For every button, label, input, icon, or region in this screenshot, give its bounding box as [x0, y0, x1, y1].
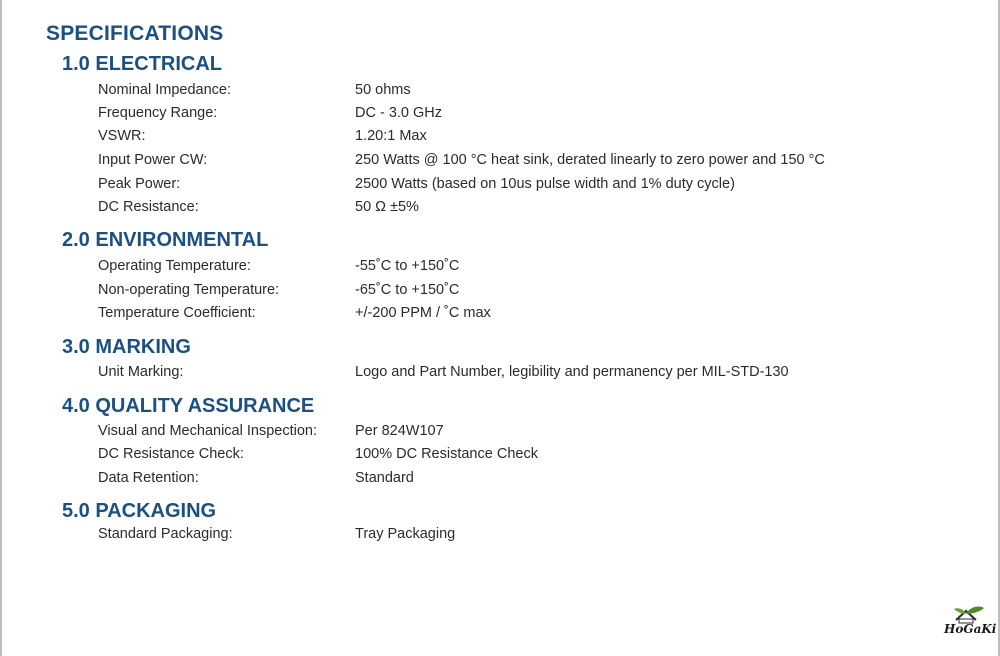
spec-row [2, 105, 1000, 125]
spec-row [2, 423, 1000, 443]
spec-value: Logo and Part Number, legibility and permanency per MIL-STD-130 [355, 364, 789, 380]
section-heading-marking: 3.0 MARKING [62, 336, 191, 358]
watermark-text: HoGaKi [944, 622, 997, 636]
spec-value: Per 824W107 [355, 423, 444, 439]
spec-row [2, 305, 1000, 325]
spec-label: Nominal Impedance: [98, 82, 231, 98]
spec-value: 250 Watts @ 100 °C heat sink, derated linearly to zero power and 150 °C [355, 152, 825, 168]
spec-label: Unit Marking: [98, 364, 184, 380]
spec-label: Data Retention: [98, 470, 199, 486]
spec-row [2, 446, 1000, 466]
section-heading-electrical: 1.0 ELECTRICAL [62, 53, 223, 75]
spec-row [2, 152, 1000, 172]
section-heading-environmental: 2.0 ENVIRONMENTAL [62, 229, 269, 251]
spec-label: Peak Power: [98, 176, 181, 192]
spec-value: 100% DC Resistance Check [355, 446, 538, 462]
spec-row [2, 176, 1000, 196]
spec-value: 50 ohms [355, 82, 411, 98]
spec-row [2, 258, 1000, 278]
spec-row [2, 282, 1000, 302]
spec-label: Operating Temperature: [98, 258, 251, 274]
spec-row [2, 82, 1000, 102]
spec-value: Tray Packaging [355, 526, 456, 542]
section-heading-packaging: 5.0 PACKAGING [62, 500, 217, 522]
section-heading-quality-assurance: 4.0 QUALITY ASSURANCE [62, 395, 315, 417]
spec-value: DC - 3.0 GHz [355, 105, 443, 121]
spec-label: Input Power CW: [98, 152, 208, 168]
spec-value: 1.20:1 Max [355, 128, 427, 144]
spec-row [2, 128, 1000, 148]
spec-value: -65˚C to +150˚C [355, 282, 460, 298]
spec-label: DC Resistance: [98, 199, 199, 215]
spec-label: DC Resistance Check: [98, 446, 244, 462]
spec-row [2, 199, 1000, 219]
spec-value: 50 Ω ±5% [355, 199, 419, 215]
spec-label: Standard Packaging: [98, 526, 233, 542]
page-title: SPECIFICATIONS [46, 22, 224, 45]
spec-label: Non-operating Temperature: [98, 282, 280, 298]
spec-row [2, 470, 1000, 490]
spec-row [2, 526, 1000, 546]
spec-row [2, 364, 1000, 384]
spec-value: Standard [355, 470, 414, 486]
spec-label: Visual and Mechanical Inspection: [98, 423, 317, 439]
spec-value: +/-200 PPM / ˚C max [355, 305, 491, 321]
spec-label: Frequency Range: [98, 105, 218, 121]
spec-value: -55˚C to +150˚C [355, 258, 460, 274]
spec-label: VSWR: [98, 128, 146, 144]
spec-value: 2500 Watts (based on 10us pulse width and 1% duty cycle) [355, 176, 735, 192]
spec-label: Temperature Coefficient: [98, 305, 256, 321]
